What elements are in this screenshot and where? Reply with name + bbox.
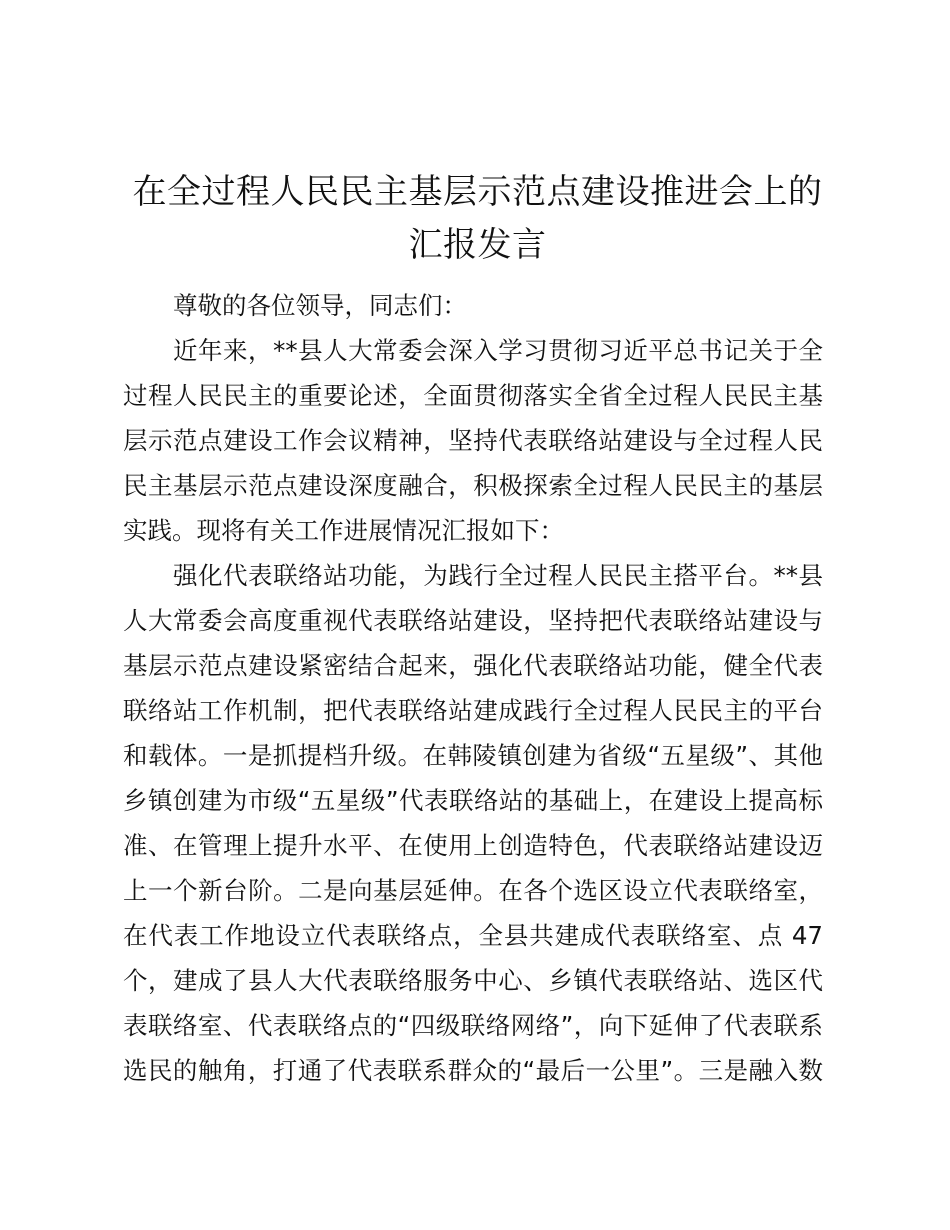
title-line-1: 在全过程人民民主基层示范点建设推进会上的: [132, 172, 823, 212]
document-title: [120, 166, 835, 272]
paragraph-1-line: 层示范点建设工作会议精神，坚持代表联络站建设与全过程人民: [123, 426, 823, 455]
paragraph-2-line: 个，建成了县人大代表联络服务中心、乡镇代表联络站、选区代: [123, 966, 823, 995]
paragraph-1-line: 近年来，**县人大常委会深入学习贯彻习近平总书记关于全: [173, 336, 823, 365]
paragraph-2-line: 表联络室、代表联络点的“四级联络网络”，向下延伸了代表联系: [123, 1011, 823, 1040]
paragraph-2-line: 准、在管理上提升水平、在使用上创造特色，代表联络站建设迈: [123, 831, 823, 860]
paragraph-2-line: 上一个新台阶。二是向基层延伸。在各个选区设立代表联络室，: [123, 876, 823, 905]
paragraph-1-line: 实践。现将有关工作进展情况汇报如下：: [123, 516, 564, 545]
paragraph-1-line: 民主基层示范点建设深度融合，积极探索全过程人民民主的基层: [123, 471, 823, 500]
document-body: [123, 283, 823, 1093]
paragraph-2-line: 乡镇创建为市级“五星级”代表联络站的基础上，在建设上提高标: [123, 786, 823, 815]
paragraph-2-line: 联络站工作机制，把代表联络站建成践行全过程人民民主的平台: [123, 696, 823, 725]
salutation-line: 尊敬的各位领导，同志们：: [173, 291, 467, 320]
paragraph-2-line: 基层示范点建设紧密结合起来，强化代表联络站功能，健全代表: [123, 651, 823, 680]
title-line-2: 汇报发言: [408, 225, 547, 265]
paragraph-2-line: 和载体。一是抓提档升级。在韩陵镇创建为省级“五星级”、其他: [123, 741, 823, 770]
paragraph-2-line: 在代表工作地设立代表联络点，全县共建成代表联络室、点 47: [123, 921, 823, 950]
paragraph-1-line: 过程人民民主的重要论述，全面贯彻落实全省全过程人民民主基: [123, 381, 823, 410]
paragraph-2-line: 人大常委会高度重视代表联络站建设，坚持把代表联络站建设与: [123, 606, 823, 635]
paragraph-2-line: 选民的触角，打通了代表联系群众的“最后一公里”。三是融入数: [123, 1056, 823, 1085]
paragraph-2-line: 强化代表联络站功能，为践行全过程人民民主搭平台。**县: [173, 561, 823, 590]
